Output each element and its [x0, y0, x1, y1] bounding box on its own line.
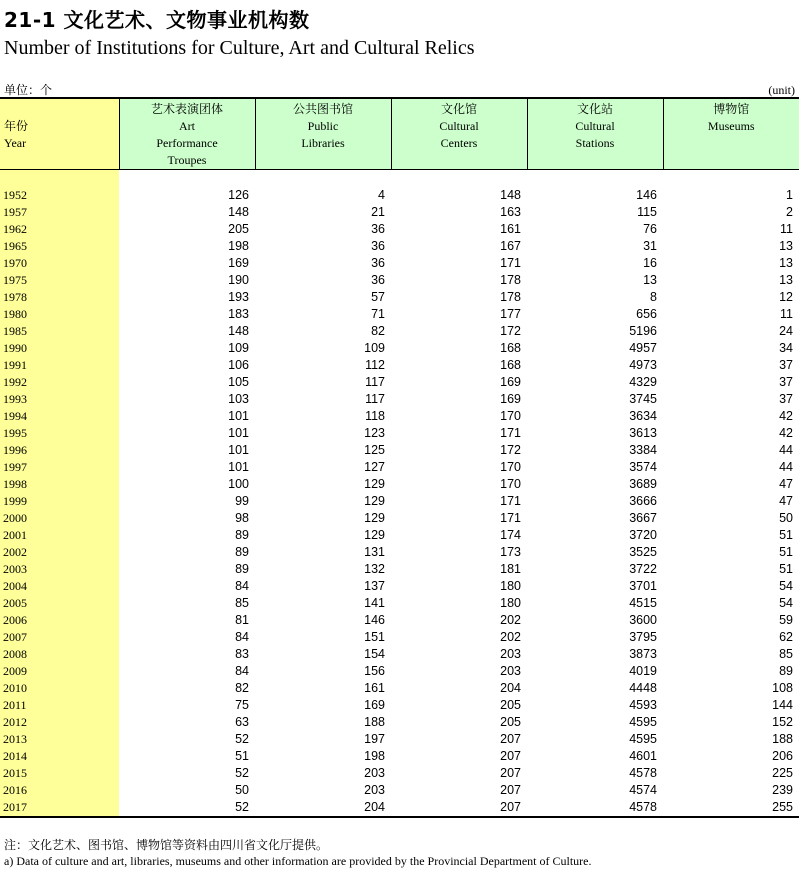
table-row [0, 527, 799, 544]
value-cell: 100 [228, 477, 249, 491]
table-row [0, 374, 799, 391]
year-cell: 2013 [0, 731, 119, 748]
year-cell: 2005 [0, 595, 119, 612]
value-cell: 4 [378, 188, 385, 202]
table-row [0, 782, 799, 799]
value-cell: 51 [779, 528, 793, 542]
value-cell: 127 [364, 460, 385, 474]
value-cell: 13 [643, 273, 657, 287]
value-cell: 75 [235, 698, 249, 712]
value-cell: 37 [779, 375, 793, 389]
value-cell: 4019 [629, 664, 657, 678]
value-cell: 84 [235, 664, 249, 678]
value-cell: 203 [364, 783, 385, 797]
value-cell: 198 [364, 749, 385, 763]
value-cell: 37 [779, 392, 793, 406]
value-cell: 4595 [629, 715, 657, 729]
value-cell: 206 [772, 749, 793, 763]
value-cell: 105 [228, 375, 249, 389]
year-cell: 1999 [0, 493, 119, 510]
header-year-en: Year [4, 136, 27, 150]
value-cell: 47 [779, 477, 793, 491]
header-cn: 博物馆 [713, 102, 750, 116]
value-cell: 81 [235, 613, 249, 627]
spacer-row [0, 170, 799, 188]
year-cell: 2000 [0, 510, 119, 527]
value-cell: 50 [235, 783, 249, 797]
value-cell: 118 [365, 409, 385, 423]
value-cell: 169 [364, 698, 385, 712]
value-cell: 112 [365, 358, 385, 372]
value-cell: 85 [235, 596, 249, 610]
value-cell: 167 [500, 239, 521, 253]
value-cell: 3613 [629, 426, 657, 440]
value-cell: 115 [637, 205, 657, 219]
table-row [0, 289, 799, 306]
value-cell: 44 [779, 443, 793, 457]
year-cell: 1994 [0, 408, 119, 425]
year-cell: 2008 [0, 646, 119, 663]
value-cell: 42 [779, 409, 793, 423]
value-cell: 239 [772, 783, 793, 797]
value-cell: 71 [371, 307, 385, 321]
value-cell: 84 [235, 630, 249, 644]
value-cell: 170 [500, 460, 521, 474]
footnote-en: a) Data of culture and art, libraries, museums and other information are provided by the Provincial Department of Culture. [4, 854, 592, 868]
value-cell: 1 [786, 188, 793, 202]
value-cell: 82 [371, 324, 385, 338]
value-cell: 16 [643, 256, 657, 270]
table-row [0, 663, 799, 680]
value-cell: 62 [779, 630, 793, 644]
column-header-public-libraries [255, 98, 391, 170]
value-cell: 148 [500, 188, 521, 202]
value-cell: 161 [364, 681, 385, 695]
header-cn: 公共图书馆 [292, 102, 353, 116]
column-header-art-troupes [119, 98, 255, 170]
value-cell: 207 [500, 732, 521, 746]
value-cell: 12 [779, 290, 793, 304]
value-cell: 146 [364, 613, 385, 627]
value-cell: 169 [500, 375, 521, 389]
value-cell: 202 [500, 630, 521, 644]
year-cell: 1970 [0, 255, 119, 272]
value-cell: 207 [500, 766, 521, 780]
table-row [0, 204, 799, 221]
table-row [0, 646, 799, 663]
value-cell: 11 [780, 222, 793, 236]
year-cell: 1993 [0, 391, 119, 408]
value-cell: 84 [235, 579, 249, 593]
value-cell: 161 [500, 222, 521, 236]
value-cell: 3873 [629, 647, 657, 661]
value-cell: 207 [391, 799, 527, 817]
value-cell: 207 [500, 783, 521, 797]
value-cell: 148 [228, 205, 249, 219]
value-cell: 4578 [527, 799, 663, 817]
value-cell: 117 [365, 392, 385, 406]
header-cn: 文化馆 [440, 102, 477, 116]
page-title-en: Number of Institutions for Culture, Art and Cultural Relics [4, 37, 475, 59]
value-cell: 59 [779, 613, 793, 627]
column-header-cultural-centers [391, 98, 527, 170]
value-cell: 170 [500, 477, 521, 491]
year-cell: 1957 [0, 204, 119, 221]
value-cell: 3384 [629, 443, 657, 457]
year-cell: 2016 [0, 782, 119, 799]
header-en: Performance [156, 136, 218, 150]
value-cell: 3525 [629, 545, 657, 559]
table-row [0, 714, 799, 731]
table-row [0, 357, 799, 374]
value-cell: 152 [772, 715, 793, 729]
value-cell: 108 [772, 681, 793, 695]
table-row [0, 306, 799, 323]
value-cell: 125 [364, 443, 385, 457]
table-row [0, 221, 799, 238]
value-cell: 656 [636, 307, 657, 321]
footnote-cn: 注：文化艺术、图书馆、博物馆等资料由四川省文化厅提供。 [4, 838, 329, 852]
value-cell: 137 [364, 579, 385, 593]
value-cell: 13 [779, 273, 793, 287]
value-cell: 146 [636, 188, 657, 202]
header-year-cn: 年份 [4, 119, 29, 133]
table-row [0, 272, 799, 289]
value-cell: 21 [371, 205, 385, 219]
value-cell: 4329 [629, 375, 657, 389]
value-cell: 207 [500, 749, 521, 763]
table-row [0, 629, 799, 646]
value-cell: 89 [235, 545, 249, 559]
year-cell: 1975 [0, 272, 119, 289]
value-cell: 109 [364, 341, 385, 355]
value-cell: 82 [235, 681, 249, 695]
value-cell: 3795 [629, 630, 657, 644]
value-cell: 172 [500, 324, 521, 338]
table-row [0, 425, 799, 442]
value-cell: 52 [119, 799, 255, 817]
year-cell: 2009 [0, 663, 119, 680]
year-cell: 2007 [0, 629, 119, 646]
year-cell: 1997 [0, 459, 119, 476]
empty-cell [255, 170, 391, 188]
year-cell: 1996 [0, 442, 119, 459]
value-cell: 13 [779, 256, 793, 270]
year-cell: 2006 [0, 612, 119, 629]
table-row [0, 765, 799, 782]
year-cell: 1991 [0, 357, 119, 374]
table-row [0, 238, 799, 255]
value-cell: 129 [364, 511, 385, 525]
value-cell: 101 [228, 443, 249, 457]
year-cell: 1978 [0, 289, 119, 306]
value-cell: 24 [779, 324, 793, 338]
year-cell: 1952 [0, 187, 119, 204]
table-row [0, 799, 799, 817]
table-row [0, 544, 799, 561]
value-cell: 83 [235, 647, 249, 661]
year-cell: 2010 [0, 680, 119, 697]
value-cell: 2 [786, 205, 793, 219]
table-row [0, 323, 799, 340]
table-row [0, 680, 799, 697]
value-cell: 36 [371, 222, 385, 236]
value-cell: 204 [500, 681, 521, 695]
value-cell: 169 [500, 392, 521, 406]
year-cell: 1985 [0, 323, 119, 340]
year-cell: 1990 [0, 340, 119, 357]
value-cell: 131 [364, 545, 385, 559]
value-cell: 193 [228, 290, 249, 304]
year-cell: 2011 [0, 697, 119, 714]
value-cell: 4601 [629, 749, 657, 763]
value-cell: 3600 [629, 613, 657, 627]
value-cell: 188 [772, 732, 793, 746]
value-cell: 3701 [629, 579, 657, 593]
value-cell: 103 [228, 392, 249, 406]
value-cell: 171 [500, 511, 521, 525]
value-cell: 51 [779, 562, 793, 576]
value-cell: 129 [364, 528, 385, 542]
value-cell: 98 [235, 511, 249, 525]
value-cell: 37 [779, 358, 793, 372]
value-cell: 57 [371, 290, 385, 304]
table-row [0, 442, 799, 459]
value-cell: 180 [500, 596, 521, 610]
table-row [0, 612, 799, 629]
value-cell: 188 [364, 715, 385, 729]
value-cell: 36 [371, 256, 385, 270]
value-cell: 202 [500, 613, 521, 627]
column-header-cultural-stations [527, 98, 663, 170]
value-cell: 204 [255, 799, 391, 817]
year-cell-empty [0, 170, 119, 188]
table-row [0, 748, 799, 765]
value-cell: 168 [500, 341, 521, 355]
value-cell: 50 [779, 511, 793, 525]
unit-label-cn: 单位：个 [4, 83, 53, 97]
value-cell: 4574 [629, 783, 657, 797]
value-cell: 4578 [629, 766, 657, 780]
value-cell: 4973 [629, 358, 657, 372]
value-cell: 225 [772, 766, 793, 780]
year-cell: 1995 [0, 425, 119, 442]
table-row [0, 340, 799, 357]
value-cell: 3634 [629, 409, 657, 423]
year-cell: 2014 [0, 748, 119, 765]
value-cell: 203 [500, 664, 521, 678]
value-cell: 101 [228, 460, 249, 474]
value-cell: 36 [371, 239, 385, 253]
header-en: Art [179, 119, 195, 133]
year-cell: 2004 [0, 578, 119, 595]
value-cell: 171 [500, 426, 521, 440]
value-cell: 178 [500, 290, 521, 304]
header-cn: 艺术表演团体 [150, 102, 223, 116]
table-row [0, 595, 799, 612]
empty-cell [663, 170, 799, 188]
value-cell: 181 [500, 562, 521, 576]
empty-cell [391, 170, 527, 188]
value-cell: 4593 [629, 698, 657, 712]
value-cell: 178 [500, 273, 521, 287]
value-cell: 76 [643, 222, 657, 236]
value-cell: 85 [779, 647, 793, 661]
table-row [0, 561, 799, 578]
value-cell: 101 [228, 426, 249, 440]
column-header-year [0, 98, 119, 170]
value-cell: 3720 [629, 528, 657, 542]
value-cell: 101 [228, 409, 249, 423]
value-cell: 3667 [629, 511, 657, 525]
year-cell: 2015 [0, 765, 119, 782]
value-cell: 31 [643, 239, 657, 253]
year-cell: 1998 [0, 476, 119, 493]
header-en: Troupes [167, 153, 207, 167]
table-header-row [0, 98, 799, 170]
empty-cell [119, 170, 255, 188]
value-cell: 190 [228, 273, 249, 287]
year-cell: 2002 [0, 544, 119, 561]
table-row [0, 476, 799, 493]
value-cell: 132 [364, 562, 385, 576]
year-cell: 2003 [0, 561, 119, 578]
value-cell: 177 [500, 307, 521, 321]
header-en: Centers [440, 136, 478, 150]
year-cell: 2017 [0, 799, 119, 817]
value-cell: 106 [228, 358, 249, 372]
value-cell: 126 [228, 188, 249, 202]
header-en: Cultural [575, 119, 615, 133]
value-cell: 205 [500, 715, 521, 729]
value-cell: 173 [500, 545, 521, 559]
value-cell: 3689 [629, 477, 657, 491]
value-cell: 117 [365, 375, 385, 389]
year-cell: 2001 [0, 527, 119, 544]
value-cell: 156 [364, 664, 385, 678]
value-cell: 129 [364, 477, 385, 491]
value-cell: 144 [772, 698, 793, 712]
value-cell: 3745 [629, 392, 657, 406]
value-cell: 169 [228, 256, 249, 270]
value-cell: 3666 [629, 494, 657, 508]
value-cell: 3574 [629, 460, 657, 474]
value-cell: 89 [235, 562, 249, 576]
header-en: Public [307, 119, 339, 133]
value-cell: 154 [364, 647, 385, 661]
value-cell: 52 [235, 766, 249, 780]
header-en: Museums [707, 119, 755, 133]
year-cell: 1965 [0, 238, 119, 255]
value-cell: 47 [779, 494, 793, 508]
value-cell: 63 [235, 715, 249, 729]
value-cell: 255 [663, 799, 799, 817]
column-header-museums [663, 98, 799, 170]
value-cell: 13 [779, 239, 793, 253]
value-cell: 148 [228, 324, 249, 338]
header-en: Stations [575, 136, 615, 150]
table-row [0, 459, 799, 476]
value-cell: 198 [228, 239, 249, 253]
value-cell: 4957 [629, 341, 657, 355]
page-title-cn: 21-1 文化艺术、文物事业机构数 [4, 8, 310, 32]
value-cell: 197 [364, 732, 385, 746]
year-cell: 1980 [0, 306, 119, 323]
value-cell: 170 [500, 409, 521, 423]
value-cell: 171 [500, 494, 521, 508]
value-cell: 36 [371, 273, 385, 287]
value-cell: 3722 [629, 562, 657, 576]
value-cell: 180 [500, 579, 521, 593]
table-row [0, 408, 799, 425]
table-row [0, 255, 799, 272]
value-cell: 129 [364, 494, 385, 508]
value-cell: 44 [779, 460, 793, 474]
value-cell: 42 [779, 426, 793, 440]
empty-cell [527, 170, 663, 188]
value-cell: 51 [235, 749, 249, 763]
value-cell: 11 [780, 307, 793, 321]
value-cell: 4448 [629, 681, 657, 695]
value-cell: 5196 [629, 324, 657, 338]
institutions-table [0, 97, 799, 818]
table-row [0, 391, 799, 408]
header-en: Libraries [301, 136, 345, 150]
table-body [0, 170, 799, 818]
value-cell: 34 [779, 341, 793, 355]
value-cell: 203 [500, 647, 521, 661]
value-cell: 109 [228, 341, 249, 355]
value-cell: 151 [364, 630, 385, 644]
value-cell: 163 [500, 205, 521, 219]
table-row [0, 493, 799, 510]
table-row [0, 731, 799, 748]
table-row [0, 578, 799, 595]
value-cell: 99 [235, 494, 249, 508]
value-cell: 183 [228, 307, 249, 321]
value-cell: 168 [500, 358, 521, 372]
year-cell: 2012 [0, 714, 119, 731]
table-row [0, 697, 799, 714]
value-cell: 174 [500, 528, 521, 542]
value-cell: 52 [235, 732, 249, 746]
unit-label-en: (unit) [768, 83, 795, 97]
value-cell: 89 [235, 528, 249, 542]
year-cell: 1992 [0, 374, 119, 391]
value-cell: 89 [779, 664, 793, 678]
value-cell: 123 [364, 426, 385, 440]
value-cell: 205 [228, 222, 249, 236]
header-en: Cultural [439, 119, 479, 133]
table-row [0, 510, 799, 527]
table-row [0, 187, 799, 204]
value-cell: 171 [500, 256, 521, 270]
header-cn: 文化站 [576, 102, 613, 116]
value-cell: 8 [650, 290, 657, 304]
value-cell: 54 [779, 596, 793, 610]
year-cell: 1962 [0, 221, 119, 238]
value-cell: 51 [779, 545, 793, 559]
value-cell: 205 [500, 698, 521, 712]
value-cell: 4515 [629, 596, 657, 610]
value-cell: 54 [779, 579, 793, 593]
value-cell: 141 [364, 596, 385, 610]
value-cell: 203 [364, 766, 385, 780]
value-cell: 4595 [629, 732, 657, 746]
value-cell: 172 [500, 443, 521, 457]
